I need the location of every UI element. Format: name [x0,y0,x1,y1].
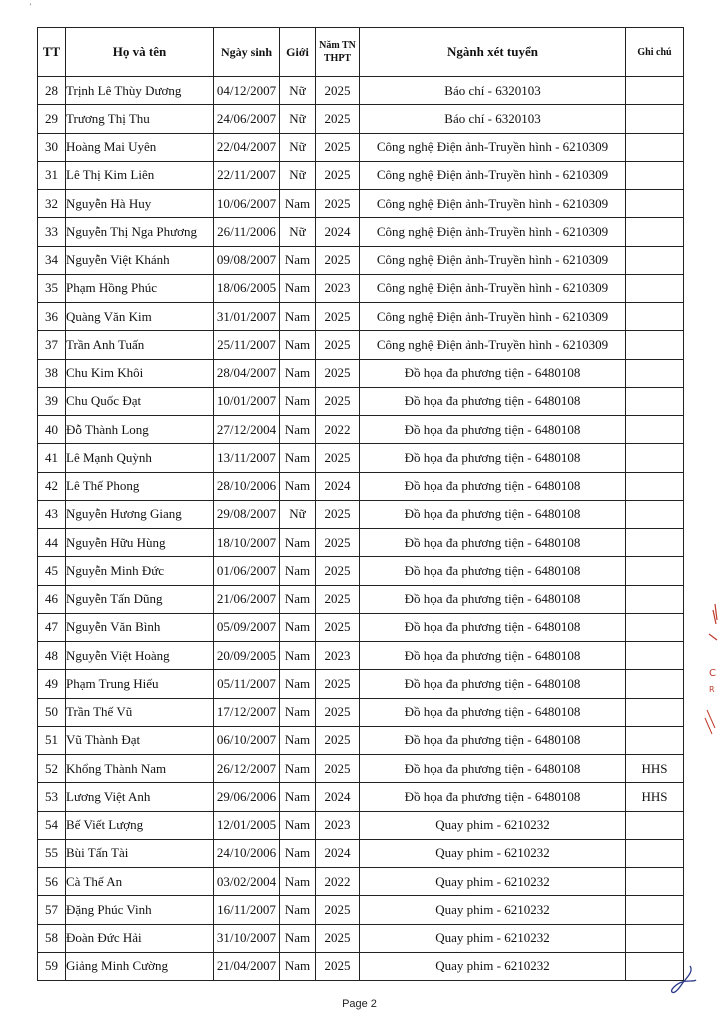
row-number-cell: 28 [38,77,66,105]
table-row [38,303,684,331]
birth-date-cell: 27/12/2004 [214,416,280,444]
row-number-cell: 38 [38,359,66,387]
row-number-cell: 30 [38,133,66,161]
graduation-year-cell: 2025 [316,161,360,189]
remark-cell: HHS [626,755,684,783]
gender-cell: Nam [280,359,316,387]
remark-cell [626,472,684,500]
graduation-year-cell: 2025 [316,303,360,331]
row-number-cell: 39 [38,387,66,415]
table-row [38,161,684,189]
row-number-cell: 42 [38,472,66,500]
admission-major-cell: Đồ họa đa phương tiện - 6480108 [360,416,626,444]
gender-cell: Nữ [280,77,316,105]
remark-cell [626,274,684,302]
student-name-cell: Khổng Thành Nam [66,755,214,783]
admission-major-cell: Báo chí - 6320103 [360,105,626,133]
student-name-cell: Vũ Thành Đạt [66,726,214,754]
student-name-cell: Chu Kim Khôi [66,359,214,387]
student-name-cell: Trần Anh Tuấn [66,331,214,359]
birth-date-cell: 10/06/2007 [214,190,280,218]
admission-major-cell: Công nghệ Điện ảnh-Truyền hình - 6210309 [360,303,626,331]
graduation-year-cell: 2025 [316,557,360,585]
table-row [38,783,684,811]
admission-major-cell: Đồ họa đa phương tiện - 6480108 [360,359,626,387]
table-row [38,246,684,274]
birth-date-cell: 16/11/2007 [214,896,280,924]
gender-cell: Nam [280,896,316,924]
graduation-year-cell: 2025 [316,359,360,387]
gender-cell: Nam [280,331,316,359]
graduation-year-cell: 2025 [316,444,360,472]
graduation-year-cell: 2025 [316,613,360,641]
remark-cell [626,529,684,557]
table-row [38,387,684,415]
student-name-cell: Phạm Trung Hiếu [66,670,214,698]
student-name-cell: Nguyễn Minh Đức [66,557,214,585]
graduation-year-cell: 2024 [316,839,360,867]
admission-major-cell: Quay phim - 6210232 [360,896,626,924]
admission-major-cell: Đồ họa đa phương tiện - 6480108 [360,755,626,783]
table-row [38,274,684,302]
row-number-cell: 47 [38,613,66,641]
admission-major-cell: Đồ họa đa phương tiện - 6480108 [360,670,626,698]
birth-date-cell: 24/10/2006 [214,839,280,867]
remark-cell [626,613,684,641]
gender-cell: Nam [280,642,316,670]
row-number-cell: 45 [38,557,66,585]
birth-date-cell: 06/10/2007 [214,726,280,754]
col-header-name: Họ và tên [66,28,214,77]
birth-date-cell: 26/11/2006 [214,218,280,246]
graduation-year-cell: 2024 [316,783,360,811]
gender-cell: Nam [280,472,316,500]
stamp-fragment [703,600,719,740]
row-number-cell: 33 [38,218,66,246]
row-number-cell: 32 [38,190,66,218]
table-header-row [38,28,684,77]
birth-date-cell: 03/02/2004 [214,868,280,896]
row-number-cell: 40 [38,416,66,444]
table-row [38,670,684,698]
gender-cell: Nam [280,726,316,754]
admission-major-cell: Đồ họa đa phương tiện - 6480108 [360,613,626,641]
remark-cell [626,924,684,952]
remark-cell [626,387,684,415]
col-header-major: Ngành xét tuyển [360,28,626,77]
table-row [38,472,684,500]
birth-date-cell: 28/10/2006 [214,472,280,500]
graduation-year-cell: 2025 [316,105,360,133]
student-name-cell: Nguyễn Hương Giang [66,500,214,528]
birth-date-cell: 05/11/2007 [214,670,280,698]
admission-major-cell: Đồ họa đa phương tiện - 6480108 [360,726,626,754]
birth-date-cell: 29/08/2007 [214,500,280,528]
graduation-year-cell: 2025 [316,331,360,359]
remark-cell [626,868,684,896]
birth-date-cell: 22/11/2007 [214,161,280,189]
table-row [38,698,684,726]
birth-date-cell: 04/12/2007 [214,77,280,105]
col-header-tt: TT [38,28,66,77]
table-row [38,331,684,359]
remark-cell [626,303,684,331]
student-name-cell: Hoàng Mai Uyên [66,133,214,161]
row-number-cell: 37 [38,331,66,359]
table-row [38,839,684,867]
table-row [38,585,684,613]
student-name-cell: Nguyễn Thị Nga Phương [66,218,214,246]
admission-major-cell: Đồ họa đa phương tiện - 6480108 [360,698,626,726]
table-row [38,500,684,528]
admission-major-cell: Quay phim - 6210232 [360,868,626,896]
gender-cell: Nữ [280,161,316,189]
student-name-cell: Đặng Phúc Vinh [66,896,214,924]
student-name-cell: Trịnh Lê Thùy Dương [66,77,214,105]
row-number-cell: 55 [38,839,66,867]
gender-cell: Nữ [280,500,316,528]
svg-text:C: C [709,668,716,679]
row-number-cell: 31 [38,161,66,189]
admission-major-cell: Đồ họa đa phương tiện - 6480108 [360,387,626,415]
row-number-cell: 53 [38,783,66,811]
svg-text:R: R [709,685,715,694]
admission-major-cell: Công nghệ Điện ảnh-Truyền hình - 6210309 [360,218,626,246]
remark-cell [626,416,684,444]
row-number-cell: 49 [38,670,66,698]
birth-date-cell: 24/06/2007 [214,105,280,133]
student-name-cell: Lương Việt Anh [66,783,214,811]
gender-cell: Nam [280,246,316,274]
table-row [38,613,684,641]
gender-cell: Nam [280,557,316,585]
remark-cell [626,698,684,726]
remark-cell [626,161,684,189]
table-row [38,811,684,839]
student-name-cell: Bùi Tấn Tài [66,839,214,867]
graduation-year-cell: 2025 [316,77,360,105]
student-name-cell: Nguyễn Tấn Dũng [66,585,214,613]
graduation-year-cell: 2025 [316,190,360,218]
graduation-year-cell: 2025 [316,896,360,924]
birth-date-cell: 09/08/2007 [214,246,280,274]
row-number-cell: 41 [38,444,66,472]
graduation-year-cell: 2023 [316,274,360,302]
student-name-cell: Lê Thị Kim Liên [66,161,214,189]
remark-cell [626,585,684,613]
gender-cell: Nam [280,839,316,867]
birth-date-cell: 21/04/2007 [214,952,280,980]
birth-date-cell: 22/04/2007 [214,133,280,161]
col-header-dob: Ngày sinh [214,28,280,77]
admission-major-cell: Đồ họa đa phương tiện - 6480108 [360,444,626,472]
graduation-year-cell: 2025 [316,952,360,980]
row-number-cell: 56 [38,868,66,896]
row-number-cell: 58 [38,924,66,952]
gender-cell: Nam [280,444,316,472]
gender-cell: Nam [280,924,316,952]
birth-date-cell: 05/09/2007 [214,613,280,641]
gender-cell: Nam [280,698,316,726]
birth-date-cell: 18/10/2007 [214,529,280,557]
gender-cell: Nam [280,416,316,444]
graduation-year-cell: 2025 [316,755,360,783]
row-number-cell: 54 [38,811,66,839]
remark-cell [626,670,684,698]
remark-cell [626,246,684,274]
table-row [38,133,684,161]
admission-major-cell: Đồ họa đa phương tiện - 6480108 [360,783,626,811]
birth-date-cell: 28/04/2007 [214,359,280,387]
col-header-year: Năm TN THPT [316,28,360,77]
admission-major-cell: Quay phim - 6210232 [360,811,626,839]
gender-cell: Nam [280,783,316,811]
remark-cell [626,190,684,218]
signature-mark [668,964,698,996]
graduation-year-cell: 2025 [316,387,360,415]
student-name-cell: Bế Viết Lượng [66,811,214,839]
admission-major-cell: Công nghệ Điện ảnh-Truyền hình - 6210309 [360,133,626,161]
graduation-year-cell: 2025 [316,246,360,274]
remark-cell [626,726,684,754]
student-name-cell: Quàng Văn Kim [66,303,214,331]
gender-cell: Nữ [280,105,316,133]
student-name-cell: Lê Thế Phong [66,472,214,500]
admission-major-cell: Đồ họa đa phương tiện - 6480108 [360,472,626,500]
table-row [38,726,684,754]
admission-major-cell: Báo chí - 6320103 [360,77,626,105]
row-number-cell: 52 [38,755,66,783]
remark-cell [626,359,684,387]
birth-date-cell: 26/12/2007 [214,755,280,783]
remark-cell [626,331,684,359]
admission-major-cell: Đồ họa đa phương tiện - 6480108 [360,557,626,585]
gender-cell: Nam [280,670,316,698]
admission-major-cell: Đồ họa đa phương tiện - 6480108 [360,500,626,528]
birth-date-cell: 18/06/2005 [214,274,280,302]
page-number: Page 2 [342,998,377,1010]
birth-date-cell: 01/06/2007 [214,557,280,585]
remark-cell [626,839,684,867]
table-row [38,557,684,585]
student-name-cell: Nguyễn Văn Bình [66,613,214,641]
student-roster-table [37,27,684,981]
graduation-year-cell: 2023 [316,811,360,839]
graduation-year-cell: 2024 [316,472,360,500]
admission-major-cell: Quay phim - 6210232 [360,952,626,980]
row-number-cell: 59 [38,952,66,980]
gender-cell: Nam [280,190,316,218]
table-row [38,755,684,783]
table-row [38,416,684,444]
student-name-cell: Trần Thế Vũ [66,698,214,726]
table-row [38,218,684,246]
birth-date-cell: 17/12/2007 [214,698,280,726]
graduation-year-cell: 2025 [316,924,360,952]
student-name-cell: Cà Thế An [66,868,214,896]
remark-cell [626,444,684,472]
gender-cell: Nam [280,387,316,415]
graduation-year-cell: 2025 [316,698,360,726]
table-row [38,77,684,105]
student-name-cell: Trương Thị Thu [66,105,214,133]
admission-major-cell: Công nghệ Điện ảnh-Truyền hình - 6210309 [360,161,626,189]
remark-cell [626,896,684,924]
graduation-year-cell: 2025 [316,500,360,528]
student-name-cell: Nguyễn Việt Khánh [66,246,214,274]
gender-cell: Nữ [280,218,316,246]
row-number-cell: 44 [38,529,66,557]
row-number-cell: 57 [38,896,66,924]
admission-major-cell: Đồ họa đa phương tiện - 6480108 [360,585,626,613]
admission-major-cell: Công nghệ Điện ảnh-Truyền hình - 6210309 [360,274,626,302]
table-row [38,190,684,218]
student-name-cell: Chu Quốc Đạt [66,387,214,415]
admission-major-cell: Công nghệ Điện ảnh-Truyền hình - 6210309 [360,190,626,218]
remark-cell [626,77,684,105]
row-number-cell: 29 [38,105,66,133]
col-header-sex: Giới [280,28,316,77]
row-number-cell: 43 [38,500,66,528]
graduation-year-cell: 2025 [316,585,360,613]
graduation-year-cell: 2025 [316,726,360,754]
student-name-cell: Đỗ Thành Long [66,416,214,444]
table-row [38,924,684,952]
gender-cell: Nam [280,952,316,980]
birth-date-cell: 20/09/2005 [214,642,280,670]
graduation-year-cell: 2025 [316,133,360,161]
gender-cell: Nam [280,755,316,783]
remark-cell [626,105,684,133]
scan-mark: ' [30,2,32,11]
gender-cell: Nam [280,811,316,839]
admission-major-cell: Đồ họa đa phương tiện - 6480108 [360,642,626,670]
admission-major-cell: Công nghệ Điện ảnh-Truyền hình - 6210309 [360,246,626,274]
student-name-cell: Nguyễn Việt Hoàng [66,642,214,670]
admission-major-cell: Quay phim - 6210232 [360,924,626,952]
row-number-cell: 50 [38,698,66,726]
admission-major-cell: Quay phim - 6210232 [360,839,626,867]
row-number-cell: 34 [38,246,66,274]
table-row [38,105,684,133]
remark-cell [626,218,684,246]
table-row [38,896,684,924]
birth-date-cell: 10/01/2007 [214,387,280,415]
birth-date-cell: 21/06/2007 [214,585,280,613]
table-row [38,359,684,387]
table-row [38,868,684,896]
remark-cell: HHS [626,783,684,811]
remark-cell [626,500,684,528]
admission-major-cell: Đồ họa đa phương tiện - 6480108 [360,529,626,557]
table-row [38,529,684,557]
row-number-cell: 35 [38,274,66,302]
birth-date-cell: 13/11/2007 [214,444,280,472]
graduation-year-cell: 2022 [316,416,360,444]
admission-major-cell: Công nghệ Điện ảnh-Truyền hình - 6210309 [360,331,626,359]
table-row [38,952,684,980]
student-name-cell: Lê Mạnh Quỳnh [66,444,214,472]
remark-cell [626,133,684,161]
birth-date-cell: 31/10/2007 [214,924,280,952]
table-row [38,642,684,670]
graduation-year-cell: 2024 [316,218,360,246]
birth-date-cell: 29/06/2006 [214,783,280,811]
student-name-cell: Đoàn Đức Hải [66,924,214,952]
gender-cell: Nam [280,613,316,641]
row-number-cell: 48 [38,642,66,670]
student-name-cell: Giảng Minh Cường [66,952,214,980]
student-name-cell: Phạm Hồng Phúc [66,274,214,302]
gender-cell: Nam [280,274,316,302]
gender-cell: Nam [280,585,316,613]
birth-date-cell: 25/11/2007 [214,331,280,359]
col-header-note: Ghi chú [626,28,684,77]
gender-cell: Nam [280,529,316,557]
gender-cell: Nữ [280,133,316,161]
birth-date-cell: 12/01/2005 [214,811,280,839]
student-name-cell: Nguyễn Hà Huy [66,190,214,218]
remark-cell [626,642,684,670]
remark-cell [626,557,684,585]
graduation-year-cell: 2025 [316,529,360,557]
graduation-year-cell: 2022 [316,868,360,896]
gender-cell: Nam [280,868,316,896]
row-number-cell: 51 [38,726,66,754]
graduation-year-cell: 2023 [316,642,360,670]
birth-date-cell: 31/01/2007 [214,303,280,331]
graduation-year-cell: 2025 [316,670,360,698]
gender-cell: Nam [280,303,316,331]
row-number-cell: 46 [38,585,66,613]
table-row [38,444,684,472]
row-number-cell: 36 [38,303,66,331]
remark-cell [626,811,684,839]
student-name-cell: Nguyễn Hữu Hùng [66,529,214,557]
